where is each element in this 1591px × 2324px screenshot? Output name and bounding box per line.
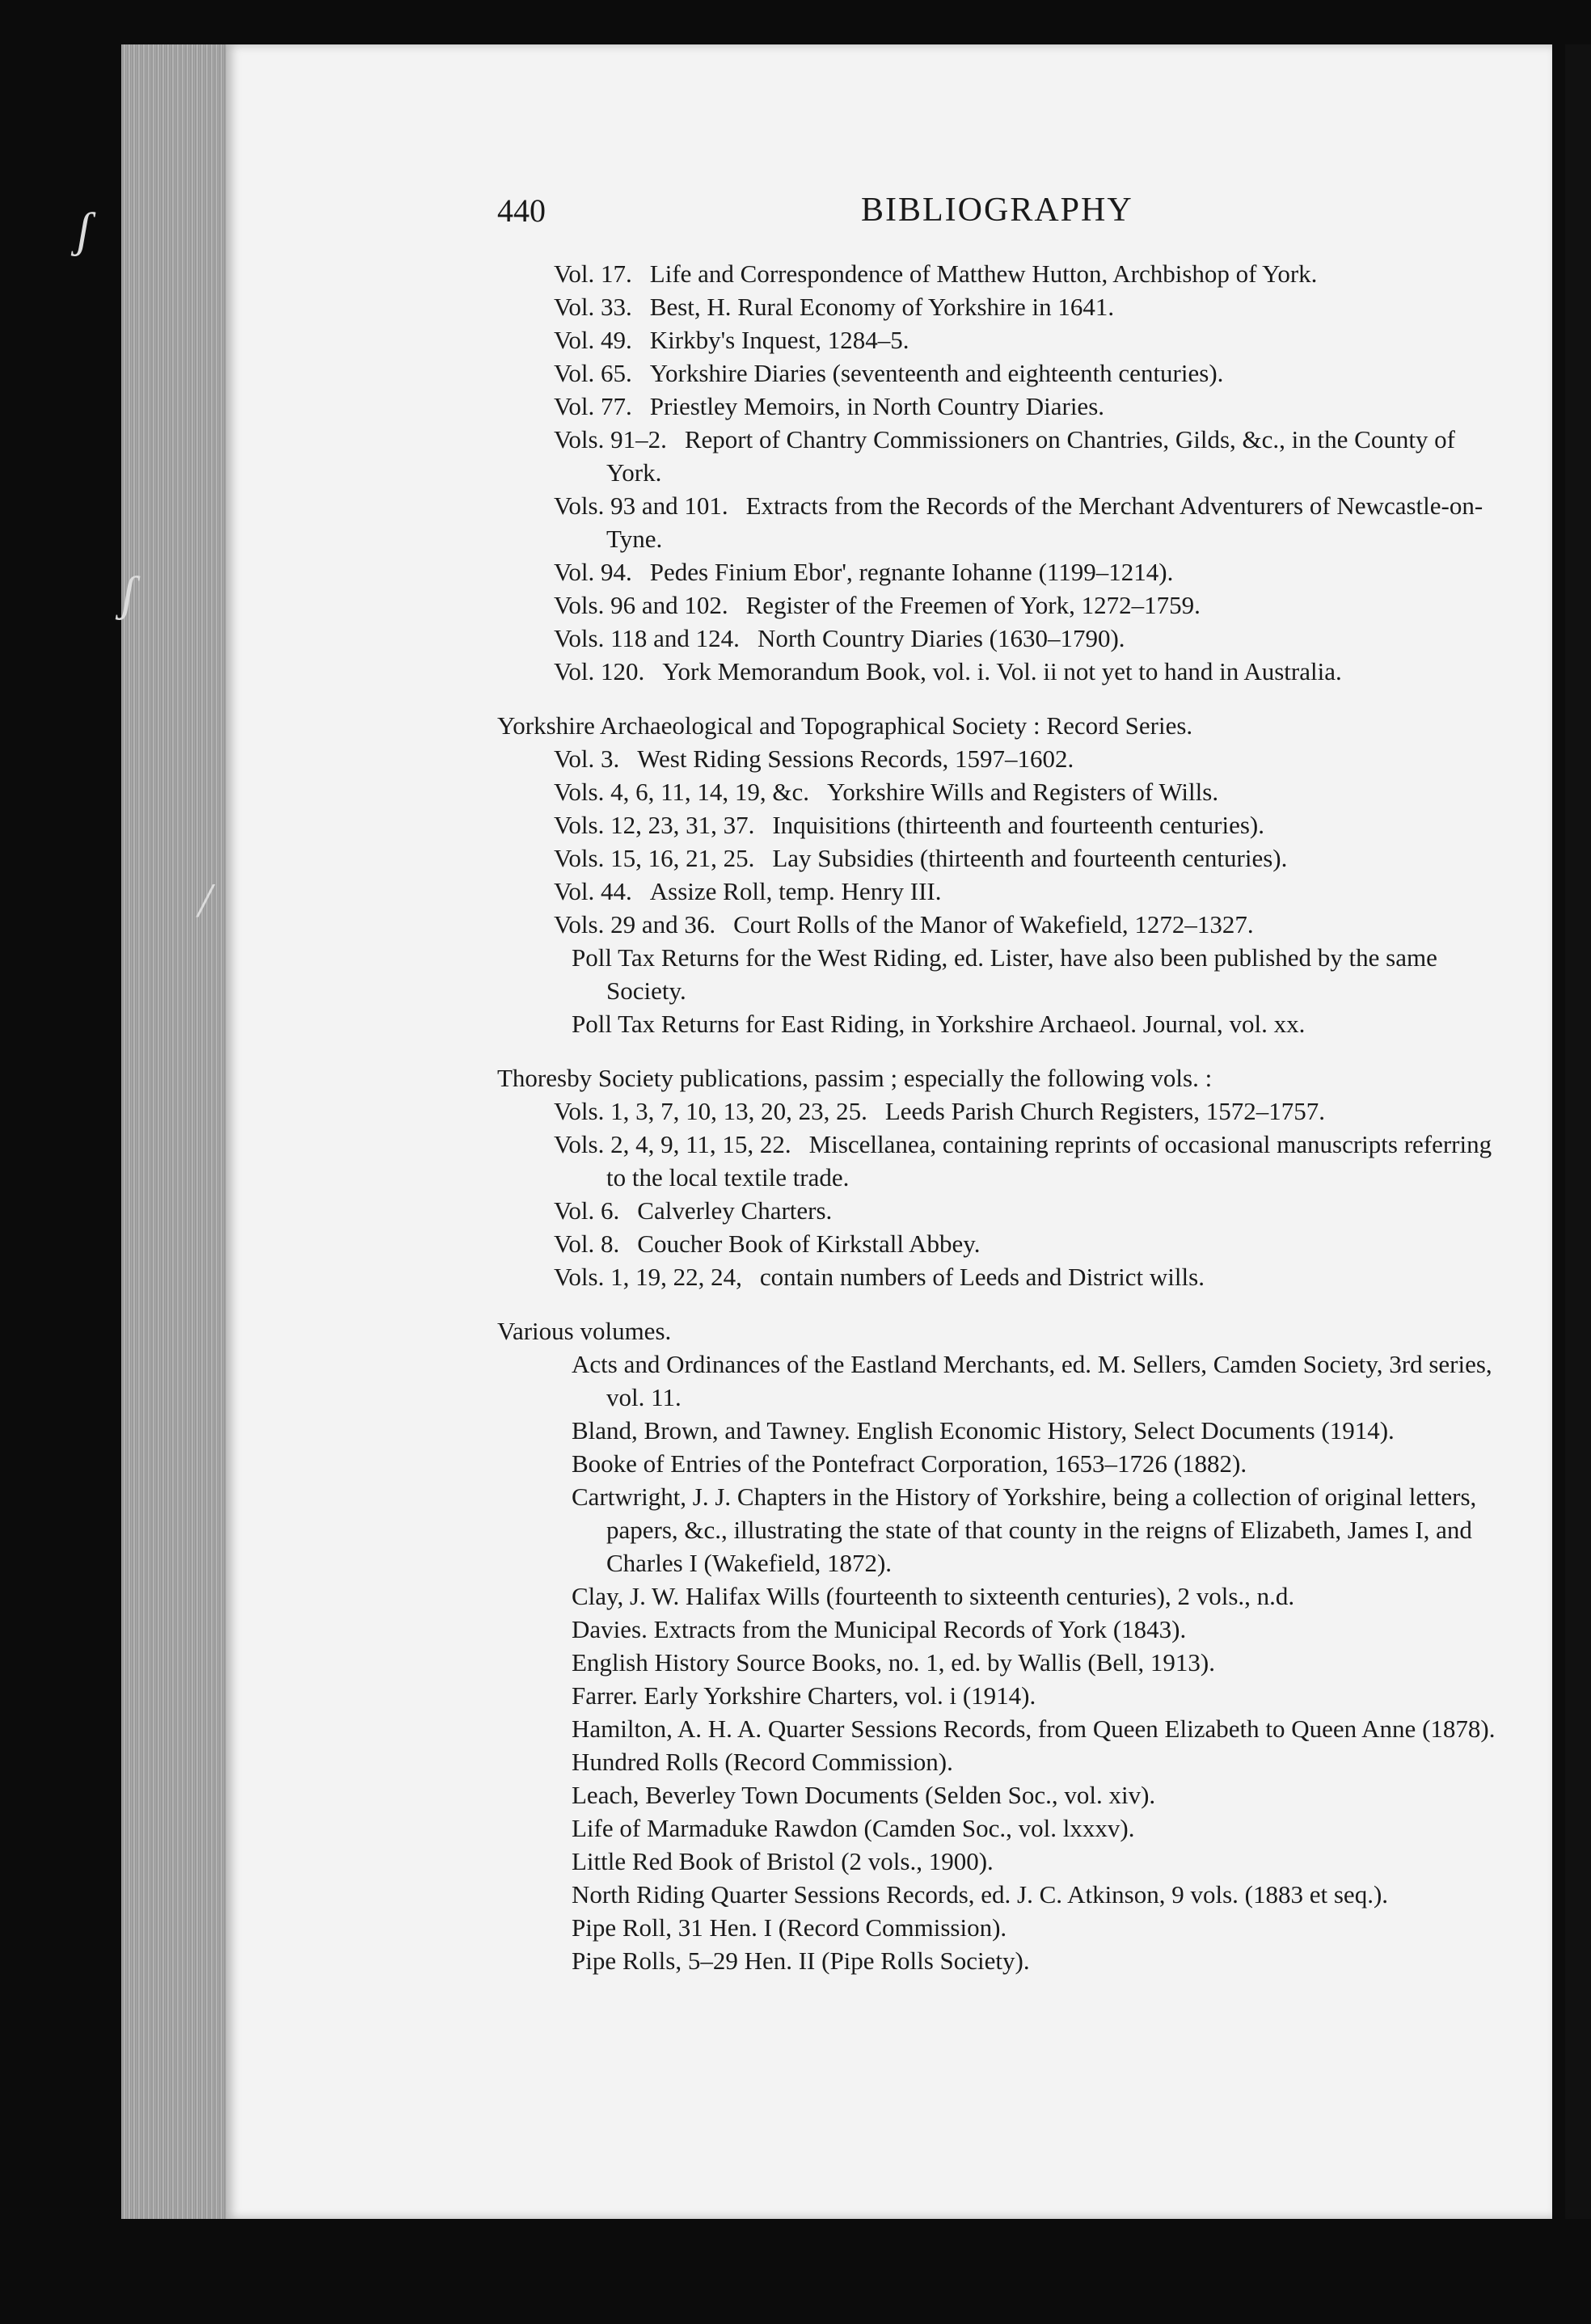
volume-number: Vols. 118 and 124.: [554, 624, 740, 652]
bibliography-entry: [267, 1944, 1496, 1977]
entry-text: Life and Correspondence of Matthew Hutton, Archbishop of York.: [649, 259, 1318, 288]
bibliography-entry: [267, 941, 1496, 1007]
margin-scribble: ʃ: [121, 567, 136, 620]
bibliography-entry: [267, 1128, 1496, 1194]
bibliography-entry: [267, 1778, 1496, 1812]
group-heading: Various volumes.: [497, 1317, 672, 1345]
entry-text: Priestley Memoirs, in North Country Diaries.: [649, 392, 1105, 420]
bibliography-entry: [267, 1911, 1496, 1944]
bibliography-entry: [267, 555, 1496, 588]
volume-number: Vols. 4, 6, 11, 14, 19, &c.: [554, 778, 810, 806]
bibliography-entry: [267, 1480, 1496, 1580]
bibliography-entry: [267, 1095, 1496, 1128]
entry-text: Poll Tax Returns for the West Riding, ed. Lister, have also been published by the same Society.: [572, 943, 1437, 1005]
bibliography-entry: [267, 1878, 1496, 1911]
volume-number: Vols. 1, 19, 22, 24,: [554, 1263, 742, 1291]
bibliography-entry: [267, 1348, 1496, 1414]
entry-text: Leeds Parish Church Registers, 1572–1757.: [884, 1097, 1325, 1125]
entry-text: York Memorandum Book, vol. i. Vol. ii not yet to hand in Australia.: [662, 657, 1342, 685]
entry-text: Calverley Charters.: [637, 1196, 833, 1225]
page-header: [267, 194, 1496, 251]
group-heading: Yorkshire Archaeological and Topographical Society : Record Series.: [497, 711, 1193, 740]
entry-text: Booke of Entries of the Pontefract Corporation, 1653–1726 (1882).: [572, 1449, 1247, 1478]
entry-text: Cartwright, J. J. Chapters in the History of Yorkshire, being a collection of original letters, papers, &c., illustrating the state of that county in the reigns of Elizabeth, James I, and Charles I (Wakefield, 1872).: [572, 1483, 1477, 1577]
binding-spine: [1565, 44, 1591, 2219]
entry-text: Court Rolls of the Manor of Wakefield, 1272–1327.: [733, 910, 1254, 938]
volume-number: Vols. 15, 16, 21, 25.: [554, 844, 755, 872]
bibliography-entry: [267, 257, 1496, 290]
entry-text: Life of Marmaduke Rawdon (Camden Soc., vol. lxxxv).: [572, 1814, 1135, 1842]
entry-text: Assize Roll, temp. Henry III.: [649, 877, 942, 905]
bibliography-entry: [267, 390, 1496, 423]
volume-number: Vol. 33.: [554, 293, 632, 321]
entry-text: Leach, Beverley Town Documents (Selden Soc., vol. xiv).: [572, 1781, 1156, 1809]
margin-scribble: ʃ: [77, 203, 91, 256]
entry-text: Inquisitions (thirteenth and fourteenth centuries).: [772, 811, 1264, 839]
bibliography-entry: [267, 742, 1496, 775]
bibliography-entry: [267, 808, 1496, 841]
entry-text: Farrer. Early Yorkshire Charters, vol. i (1914).: [572, 1681, 1036, 1710]
volume-number: Vol. 94.: [554, 558, 632, 586]
bibliography-entry: [267, 1712, 1496, 1745]
page-edge: [121, 44, 234, 2219]
bibliography-list: [267, 257, 1496, 1977]
margin-scribble: /: [198, 874, 212, 927]
entry-text: Extracts from the Records of the Merchant Adventurers of Newcastle-on-Tyne.: [606, 491, 1483, 553]
bibliography-entry: [267, 908, 1496, 941]
bibliography-entry: [267, 1260, 1496, 1293]
bibliography-entry: [267, 775, 1496, 808]
bibliography-entry: [267, 875, 1496, 908]
bibliography-entry: [267, 655, 1496, 688]
entry-text: Davies. Extracts from the Municipal Records of York (1843).: [572, 1615, 1187, 1643]
bibliography-entry: [267, 489, 1496, 555]
volume-number: Vol. 44.: [554, 877, 632, 905]
volume-number: Vol. 120.: [554, 657, 645, 685]
bibliography-entry: [267, 1414, 1496, 1447]
bibliography-entry: [267, 1679, 1496, 1712]
bibliography-entry: [267, 841, 1496, 875]
entry-text: Report of Chantry Commissioners on Chantries, Gilds, &c., in the County of York.: [606, 425, 1456, 487]
page-number: 440: [497, 192, 546, 229]
bibliography-entry: [267, 588, 1496, 622]
bibliography-entry: [267, 1845, 1496, 1878]
entry-text: English History Source Books, no. 1, ed. by Wallis (Bell, 1913).: [572, 1648, 1215, 1677]
bibliography-entry: [267, 323, 1496, 356]
bibliography-entry: [267, 1227, 1496, 1260]
entry-text: Acts and Ordinances of the Eastland Merchants, ed. M. Sellers, Camden Society, 3rd series, vol. 11.: [572, 1350, 1492, 1411]
volume-number: Vols. 2, 4, 9, 11, 15, 22.: [554, 1130, 791, 1158]
bibliography-group: [267, 1314, 1496, 1977]
volume-number: Vol. 3.: [554, 744, 620, 773]
entry-text: Yorkshire Wills and Registers of Wills.: [827, 778, 1219, 806]
entry-text: North Country Diaries (1630–1790).: [757, 624, 1125, 652]
bibliography-group: [267, 257, 1496, 688]
volume-number: Vol. 49.: [554, 326, 632, 354]
volume-number: Vols. 12, 23, 31, 37.: [554, 811, 755, 839]
bibliography-entry: [267, 1812, 1496, 1845]
bibliography-group: [267, 1061, 1496, 1293]
entry-text: Miscellanea, containing reprints of occasional manuscripts referring to the local textile trade.: [606, 1130, 1492, 1192]
bibliography-entry: [267, 356, 1496, 390]
entry-text: Clay, J. W. Halifax Wills (fourteenth to sixteenth centuries), 2 vols., n.d.: [572, 1582, 1295, 1610]
entry-text: contain numbers of Leeds and District wills.: [759, 1263, 1205, 1291]
volume-number: Vols. 93 and 101.: [554, 491, 728, 520]
entry-text: Register of the Freemen of York, 1272–1759.: [745, 591, 1201, 619]
page-content: [267, 194, 1496, 1998]
entry-text: Pipe Rolls, 5–29 Hen. II (Pipe Rolls Society).: [572, 1947, 1030, 1975]
bibliography-entry: [267, 1745, 1496, 1778]
bibliography-entry: [267, 622, 1496, 655]
entry-text: Bland, Brown, and Tawney. English Economic History, Select Documents (1914).: [572, 1416, 1395, 1445]
volume-number: Vols. 29 and 36.: [554, 910, 716, 938]
entry-text: Poll Tax Returns for East Riding, in Yorkshire Archaeol. Journal, vol. xx.: [572, 1010, 1306, 1038]
volume-number: Vol. 77.: [554, 392, 632, 420]
bibliography-entry: [267, 1613, 1496, 1646]
entry-text: Lay Subsidies (thirteenth and fourteenth centuries).: [772, 844, 1288, 872]
entry-text: North Riding Quarter Sessions Records, ed. J. C. Atkinson, 9 vols. (1883 et seq.).: [572, 1880, 1389, 1909]
entry-text: Yorkshire Diaries (seventeenth and eighteenth centuries).: [649, 359, 1224, 387]
volume-number: Vols. 91–2.: [554, 425, 667, 453]
volume-number: Vols. 96 and 102.: [554, 591, 728, 619]
volume-number: Vol. 6.: [554, 1196, 620, 1225]
volume-number: Vol. 8.: [554, 1229, 620, 1258]
entry-text: Little Red Book of Bristol (2 vols., 1900).: [572, 1847, 994, 1875]
bibliography-entry: [267, 1646, 1496, 1679]
entry-text: Coucher Book of Kirkstall Abbey.: [637, 1229, 981, 1258]
bibliography-entry: [267, 1194, 1496, 1227]
volume-number: Vol. 65.: [554, 359, 632, 387]
entry-text: Pedes Finium Ebor', regnante Iohanne (1199–1214).: [649, 558, 1174, 586]
bibliography-entry: [267, 423, 1496, 489]
running-title: BIBLIOGRAPHY: [861, 192, 1133, 229]
bibliography-entry: [267, 1447, 1496, 1480]
entry-text: Pipe Roll, 31 Hen. I (Record Commission).: [572, 1913, 1007, 1942]
entry-text: Best, H. Rural Economy of Yorkshire in 1641.: [649, 293, 1115, 321]
bibliography-entry: [267, 1580, 1496, 1613]
volume-number: Vols. 1, 3, 7, 10, 13, 20, 23, 25.: [554, 1097, 867, 1125]
bibliography-entry: [267, 290, 1496, 323]
bibliography-group: [267, 709, 1496, 1040]
entry-text: West Riding Sessions Records, 1597–1602.: [637, 744, 1074, 773]
group-heading: Thoresby Society publications, passim ; especially the following vols. :: [497, 1064, 1213, 1092]
bibliography-entry: [267, 1007, 1496, 1040]
entry-text: Hamilton, A. H. A. Quarter Sessions Records, from Queen Elizabeth to Queen Anne (1878).: [572, 1715, 1496, 1743]
entry-text: Hundred Rolls (Record Commission).: [572, 1748, 953, 1776]
volume-number: Vol. 17.: [554, 259, 632, 288]
entry-text: Kirkby's Inquest, 1284–5.: [649, 326, 909, 354]
